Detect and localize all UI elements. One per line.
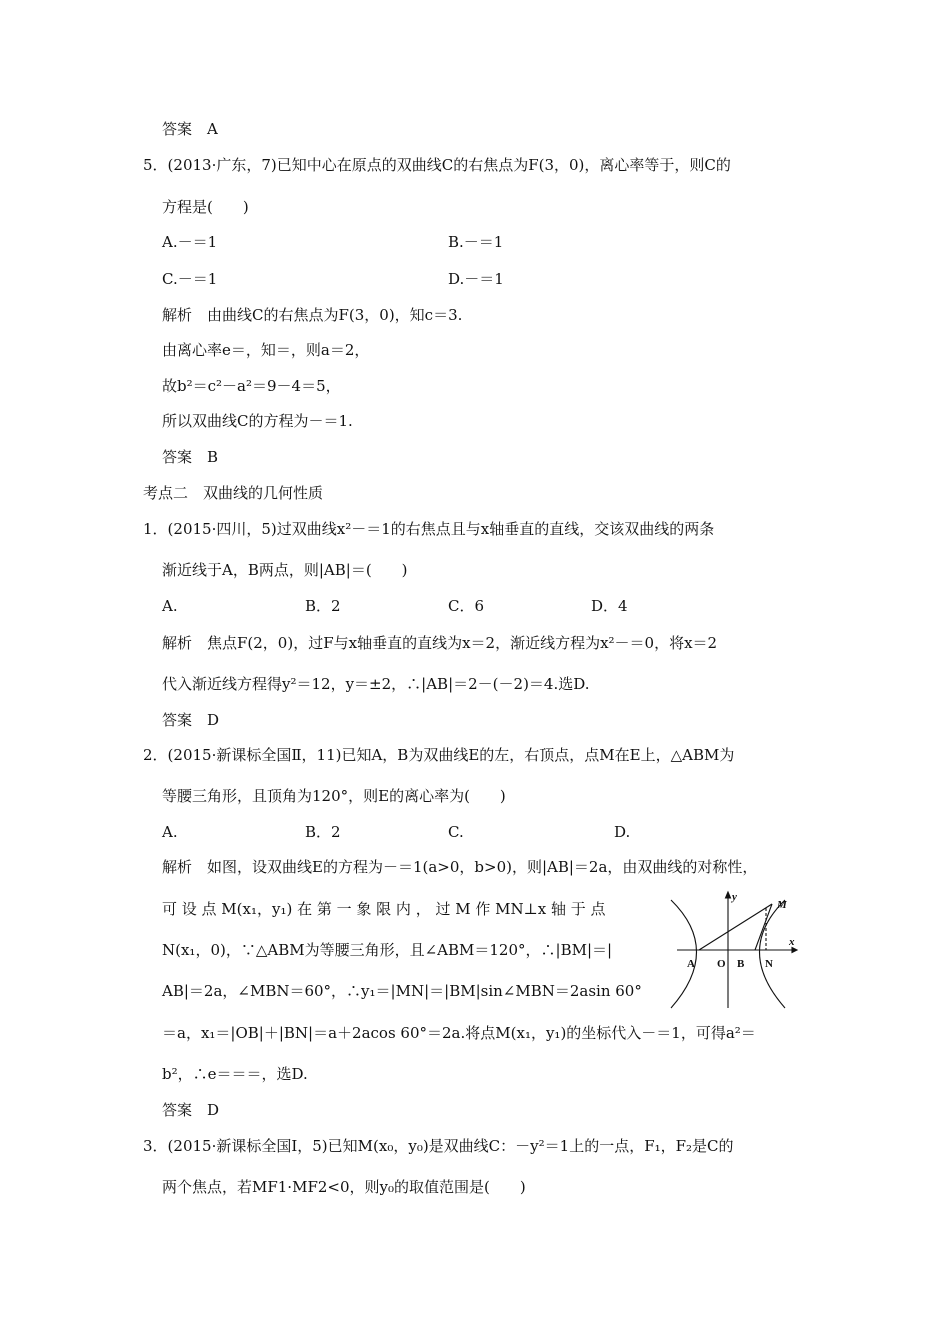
label-O: O <box>717 958 726 970</box>
hyperbola-left-branch <box>671 900 697 1008</box>
text-line: D. <box>614 823 631 841</box>
text-line: N(x₁，0)，∵△ABM为等腰三角形，且∠ABM＝120°，∴|BM|＝| <box>162 941 613 959</box>
text-line: 渐近线于A，B两点，则|AB|＝( ) <box>162 561 408 579</box>
text-line: C. <box>448 823 464 841</box>
segment-AM <box>699 904 772 950</box>
text-line: 故b²＝c²－a²＝9－4＝5， <box>162 377 341 395</box>
text-line: AB|＝2a，∠MBN＝60°，∴y₁＝|MN|＝|BM|sin∠MBN＝2asin 60° <box>162 982 642 1000</box>
label-M: M <box>777 899 787 911</box>
text-line: 解析 如图，设双曲线E的方程为－＝1(a>0，b>0)，则|AB|＝2a，由双曲线的对称性， <box>162 858 758 876</box>
hyperbola-diagram <box>667 888 817 1018</box>
text-line: D.－＝1 <box>448 270 504 288</box>
segment-BM <box>755 904 772 950</box>
text-line: C.－＝1 <box>162 270 218 288</box>
text-line: B．2 <box>305 597 341 615</box>
label-A: A <box>687 958 695 970</box>
text-line: 2．(2015·新课标全国Ⅱ，11)已知A，B为双曲线E的左，右顶点，点M在E上，△ABM为 <box>143 746 735 764</box>
text-line: A. <box>162 823 178 841</box>
text-line: 代入渐近线方程得y²＝12，y＝±2，∴|AB|＝2－(－2)＝4.选D. <box>162 675 590 693</box>
text-line: D．4 <box>591 597 628 615</box>
text-line: A. <box>162 597 178 615</box>
text-line: 考点二 双曲线的几何性质 <box>143 484 324 502</box>
text-line: 5．(2013·广东，7)已知中心在原点的双曲线C的右焦点为F(3，0)，离心率等于，则C的 <box>143 156 731 174</box>
text-line: A.－＝1 <box>162 233 218 251</box>
text-line: 由离心率e＝，知＝，则a＝2， <box>162 341 370 359</box>
text-line: 答案 D <box>162 711 220 729</box>
text-line: 1．(2015·四川，5)过双曲线x²－＝1的右焦点且与x轴垂直的直线，交该双曲线的两条 <box>143 520 715 538</box>
text-line: 答案 A <box>162 120 218 138</box>
text-line: ＝a，x₁＝|OB|＋|BN|＝a＋2acos 60°＝2a.将点M(x₁，y₁)的坐标代入－＝1，可得a²＝ <box>162 1024 756 1042</box>
label-B: B <box>737 958 745 970</box>
label-y: y <box>732 891 737 903</box>
text-line: b²，∴e＝＝＝，选D. <box>162 1065 308 1083</box>
text-line: 答案 D <box>162 1101 220 1119</box>
text-line: 所以双曲线C的方程为－＝1. <box>162 412 353 430</box>
text-line: 两个焦点，若MF1·MF2<0，则y₀的取值范围是( ) <box>162 1178 526 1196</box>
label-N: N <box>765 958 773 970</box>
text-line: C．6 <box>448 597 485 615</box>
label-x: x <box>789 936 795 948</box>
text-line: B．2 <box>305 823 341 841</box>
text-line: 解析 焦点F(2，0)，过F与x轴垂直的直线为x＝2，渐近线方程为x²－＝0，将x＝2 <box>162 634 718 652</box>
text-line: 等腰三角形，且顶角为120°，则E的离心率为( ) <box>162 787 506 805</box>
text-line: 3．(2015·新课标全国Ⅰ，5)已知M(x₀，y₀)是双曲线C：－y²＝1上的一点，F₁，F₂是C的 <box>143 1137 734 1155</box>
text-line: 解析 由曲线C的右焦点为F(3，0)，知c＝3. <box>162 306 463 324</box>
text-line: B.－＝1 <box>448 233 504 251</box>
text-line: 答案 B <box>162 448 219 466</box>
hyperbola-right-branch <box>760 900 786 1008</box>
text-line: 方程是( ) <box>162 198 249 216</box>
text-line: 可 设 点 M(x₁，y₁) 在 第 一 象 限 内 ， 过 M 作 MN⊥x 轴 于 点 <box>162 900 606 918</box>
